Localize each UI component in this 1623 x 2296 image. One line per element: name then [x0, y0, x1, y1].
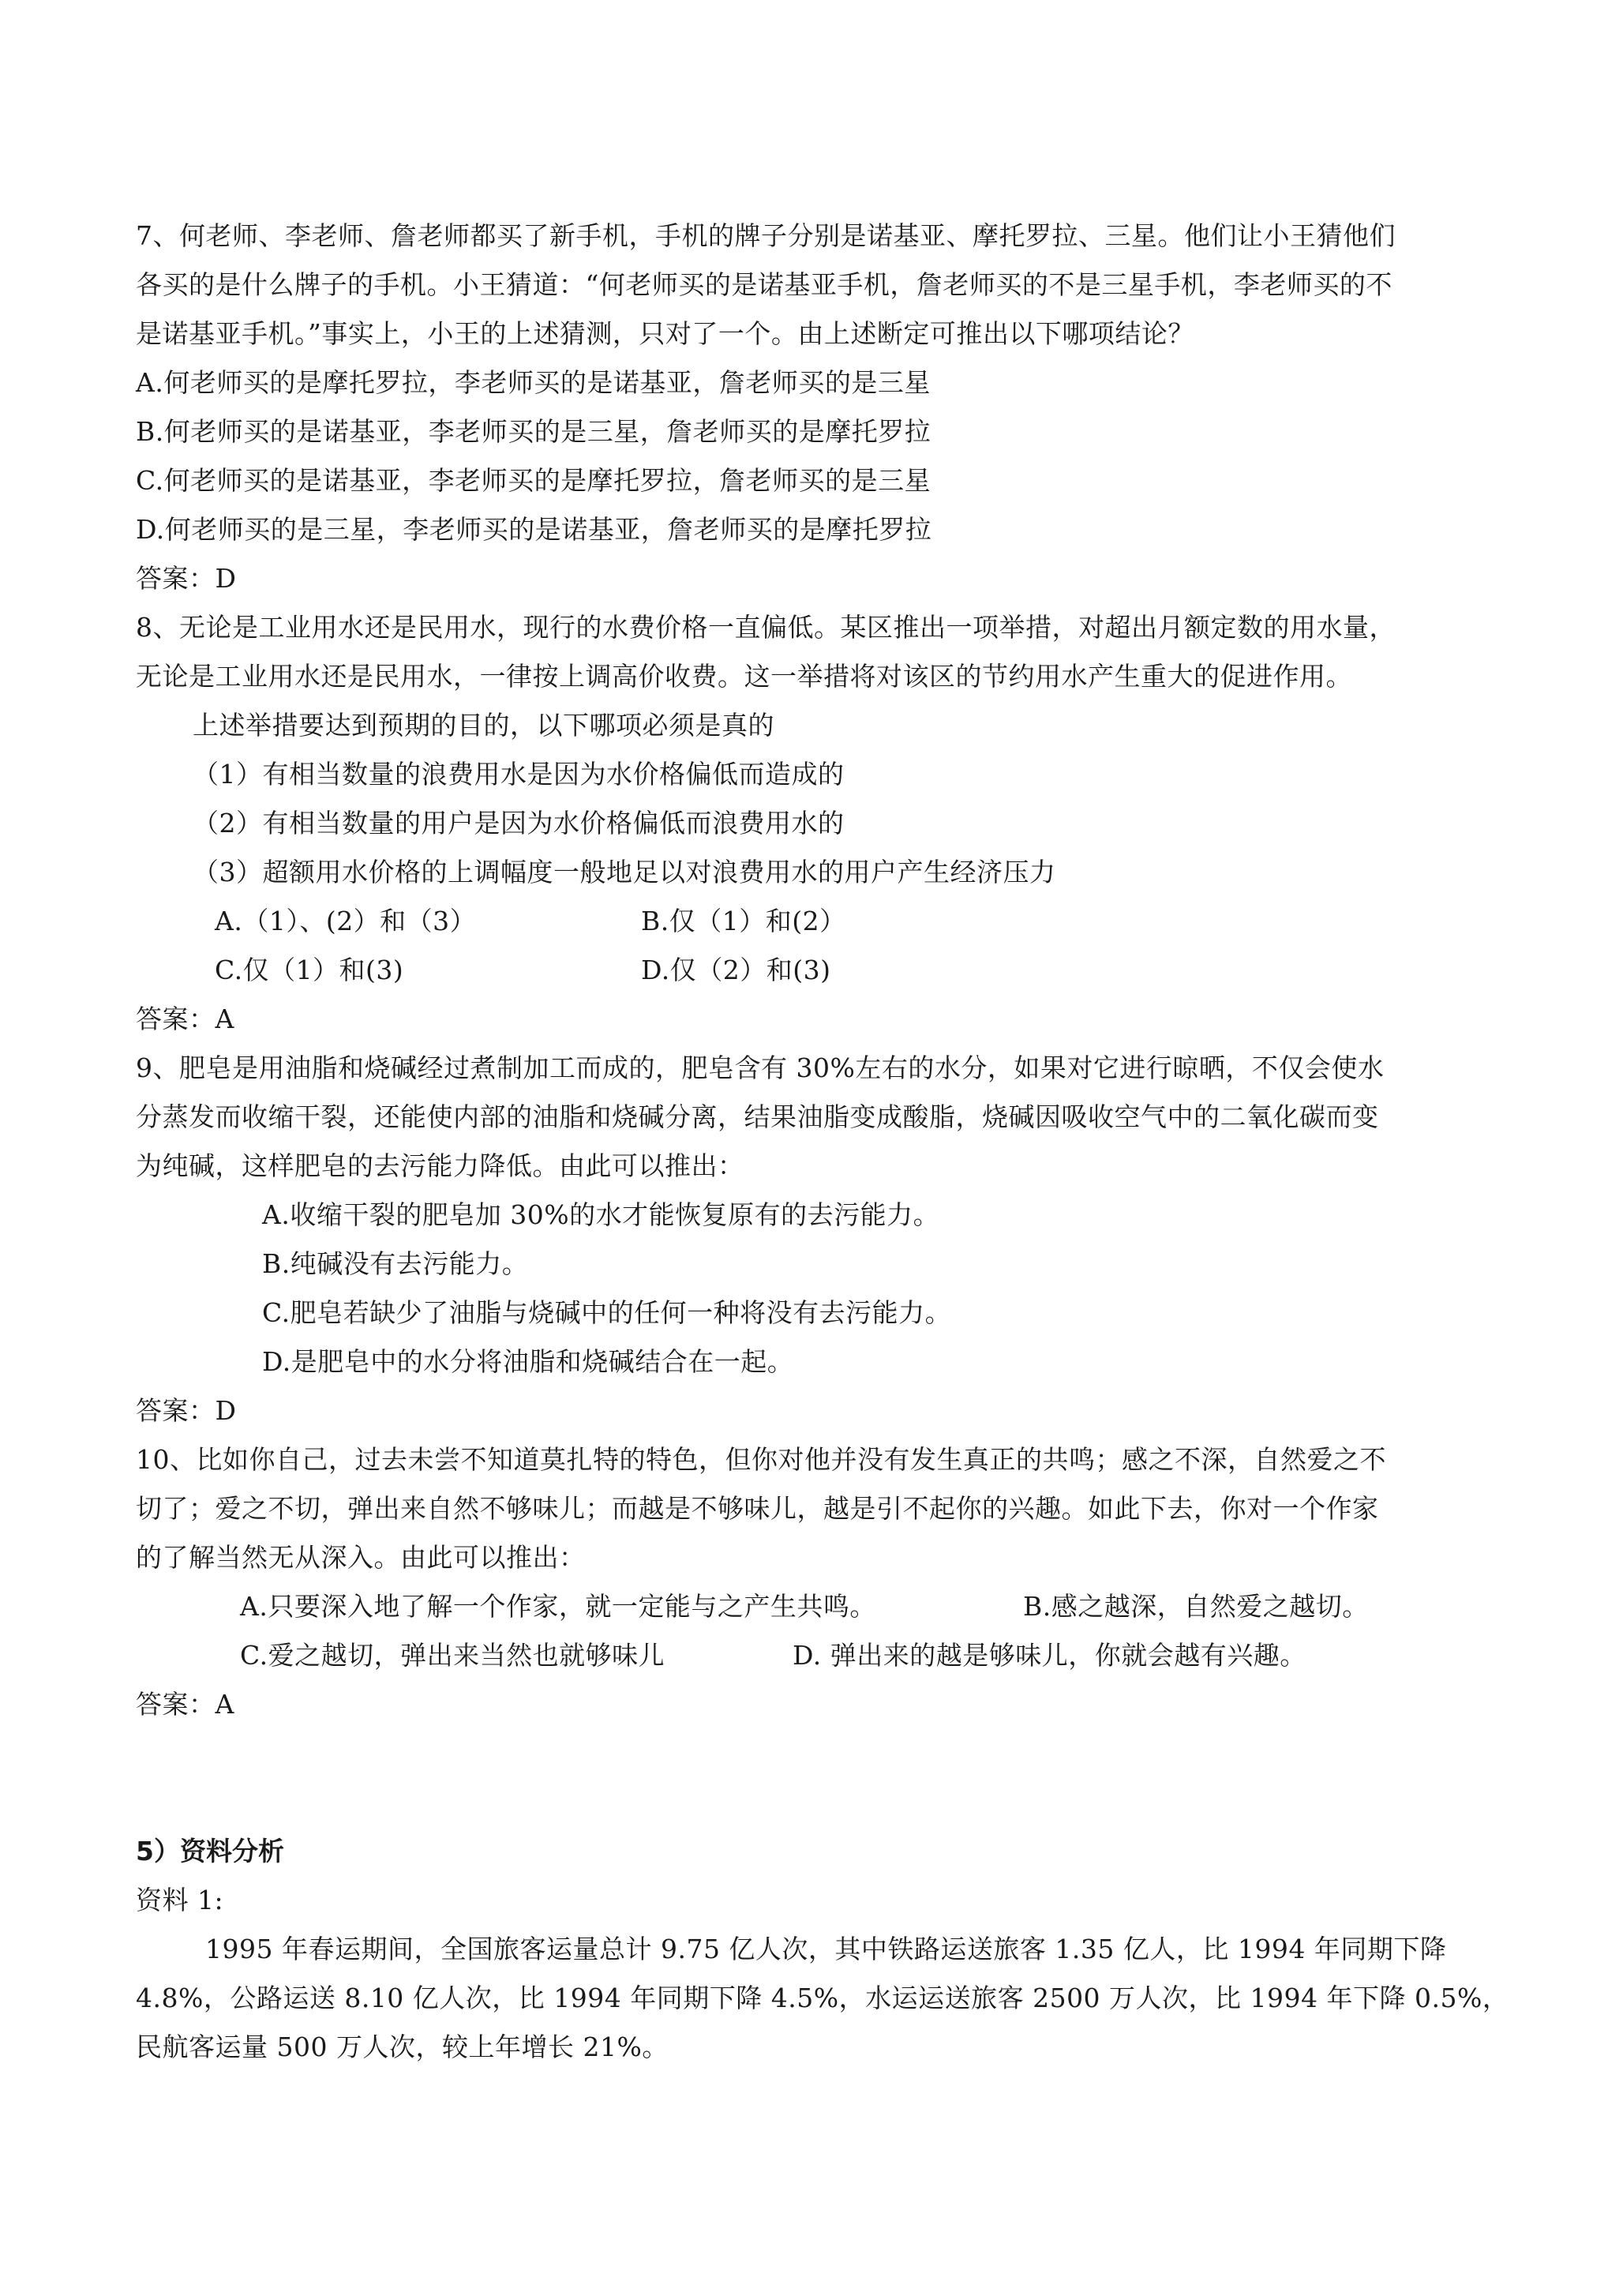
section-spacer [136, 1729, 1494, 1827]
question-9-answer: 答案：D [136, 1395, 237, 1426]
question-8-option-b: B.仅（1）和(2） [641, 906, 846, 936]
document-page [136, 212, 1509, 2072]
question-9-stem-line: 9、肥皂是用油脂和烧碱经过煮制加工而成的，肥皂含有 30%左右的水分，如果对它进行晾晒，不仅会使水 [136, 1052, 1385, 1083]
question-10-option-a: A.只要深入地了解一个作家，就一定能与之产生共鸣。 [240, 1591, 876, 1622]
question-8-item-3: （3）超额用水价格的上调幅度一般地足以对浪费用水的用户产生经济压力 [193, 857, 1056, 887]
material-paragraph-line: 民航客运量 500 万人次，较上年增长 21%。 [136, 2032, 669, 2062]
question-10-stem-line: 的了解当然无从深入。由此可以推出： [136, 1542, 586, 1573]
question-7-option-d: D.何老师买的是三星，李老师买的是诺基亚，詹老师买的是摩托罗拉 [136, 514, 932, 545]
question-8-option-c: C.仅（1）和(3) [215, 955, 404, 985]
question-8-option-d: D.仅（2）和(3) [641, 955, 831, 985]
question-8-options-row [136, 946, 1494, 995]
question-10-options-row [136, 1582, 1494, 1631]
question-7-stem-line: 是诺基亚手机。”事实上，小王的上述猜测，只对了一个。由上述断定可推出以下哪项结论？ [136, 318, 1194, 349]
question-7-option-b: B.何老师买的是诺基亚，李老师买的是三星，詹老师买的是摩托罗拉 [136, 416, 931, 447]
question-7-option-c: C.何老师买的是诺基亚，李老师买的是摩托罗拉，詹老师买的是三星 [136, 465, 931, 496]
question-9-option-c: C.肥皂若缺少了油脂与烧碱中的任何一种将没有去污能力。 [262, 1297, 952, 1328]
question-8 [136, 603, 1494, 1044]
material-label: 资料 1: [136, 1885, 224, 1915]
question-10-stem-line: 10、比如你自己，过去未尝不知道莫扎特的特色，但你对他并没有发生真正的共鸣；感之不深，自然爱之不 [136, 1444, 1386, 1475]
question-8-option-a: A.（1）、(2）和（3） [215, 906, 477, 936]
question-10-stem-line: 切了；爱之不切，弹出来自然不够味儿；而越是不够味儿，越是引不起你的兴趣。如此下去，你对一个作家 [136, 1493, 1379, 1524]
question-10-option-b: B.感之越深，自然爱之越切。 [1023, 1591, 1369, 1622]
question-9-option-a: A.收缩干裂的肥皂加 30%的水才能恢复原有的去污能力。 [262, 1199, 940, 1230]
data-analysis-section [136, 1827, 1509, 2072]
question-8-item-2: （2）有相当数量的用户是因为水价格偏低而浪费用水的 [193, 808, 845, 838]
question-8-prompt: 上述举措要达到预期的目的，以下哪项必须是真的 [193, 710, 774, 741]
question-7-stem-line: 7、何老师、李老师、詹老师都买了新手机，手机的牌子分别是诺基亚、摩托罗拉、三星。他们让小王猜他们 [136, 220, 1396, 251]
question-9-stem-line: 为纯碱，这样肥皂的去污能力降低。由此可以推出： [136, 1150, 744, 1181]
question-7 [136, 212, 1494, 603]
question-9 [136, 1044, 1494, 1435]
question-10-options-row [136, 1631, 1494, 1680]
question-8-options-row [136, 897, 1494, 946]
question-9-option-b: B.纯碱没有去污能力。 [262, 1248, 529, 1279]
question-10 [136, 1435, 1494, 1729]
question-7-stem-line: 各买的是什么牌子的手机。小王猜道：“何老师买的是诺基亚手机，詹老师买的不是三星手机，李老师买的不 [136, 269, 1392, 300]
material-paragraph-line: 1995 年春运期间，全国旅客运量总计 9.75 亿人次，其中铁路运送旅客 1.35 亿人，比 1994 年同期下降 [205, 1934, 1447, 1964]
question-8-answer: 答案：A [136, 1004, 234, 1034]
question-10-answer: 答案：A [136, 1689, 234, 1720]
question-8-item-1: （1）有相当数量的浪费用水是因为水价格偏低而造成的 [193, 759, 845, 790]
question-7-answer: 答案：D [136, 563, 237, 594]
question-10-option-c: C.爱之越切，弹出来当然也就够味儿 [240, 1640, 665, 1671]
question-8-stem-line: 无论是工业用水还是民用水，一律按上调高价收费。这一举措将对该区的节约用水产生重大的促进作用。 [136, 661, 1352, 692]
question-9-option-d: D.是肥皂中的水分将油脂和烧碱结合在一起。 [262, 1346, 794, 1377]
question-9-stem-line: 分蒸发而收缩干裂，还能使内部的油脂和烧碱分离，结果油脂变成酸脂，烧碱因吸收空气中的二氧化碳而变 [136, 1101, 1379, 1132]
material-paragraph-line: 4.8%，公路运送 8.10 亿人次，比 1994 年同期下降 4.5%，水运运送旅客 2500 万人次，比 1994 年下降 0.5%， [136, 1983, 1509, 2013]
section-heading: 5）资料分析 [136, 1836, 284, 1866]
question-7-option-a: A.何老师买的是摩托罗拉，李老师买的是诺基亚，詹老师买的是三星 [136, 367, 931, 398]
question-10-option-d: D. 弹出来的越是够味儿，你就会越有兴趣。 [793, 1640, 1306, 1671]
question-8-stem-line: 8、无论是工业用水还是民用水，现行的水费价格一直偏低。某区推出一项举措，对超出月额定数的用水量， [136, 612, 1396, 643]
